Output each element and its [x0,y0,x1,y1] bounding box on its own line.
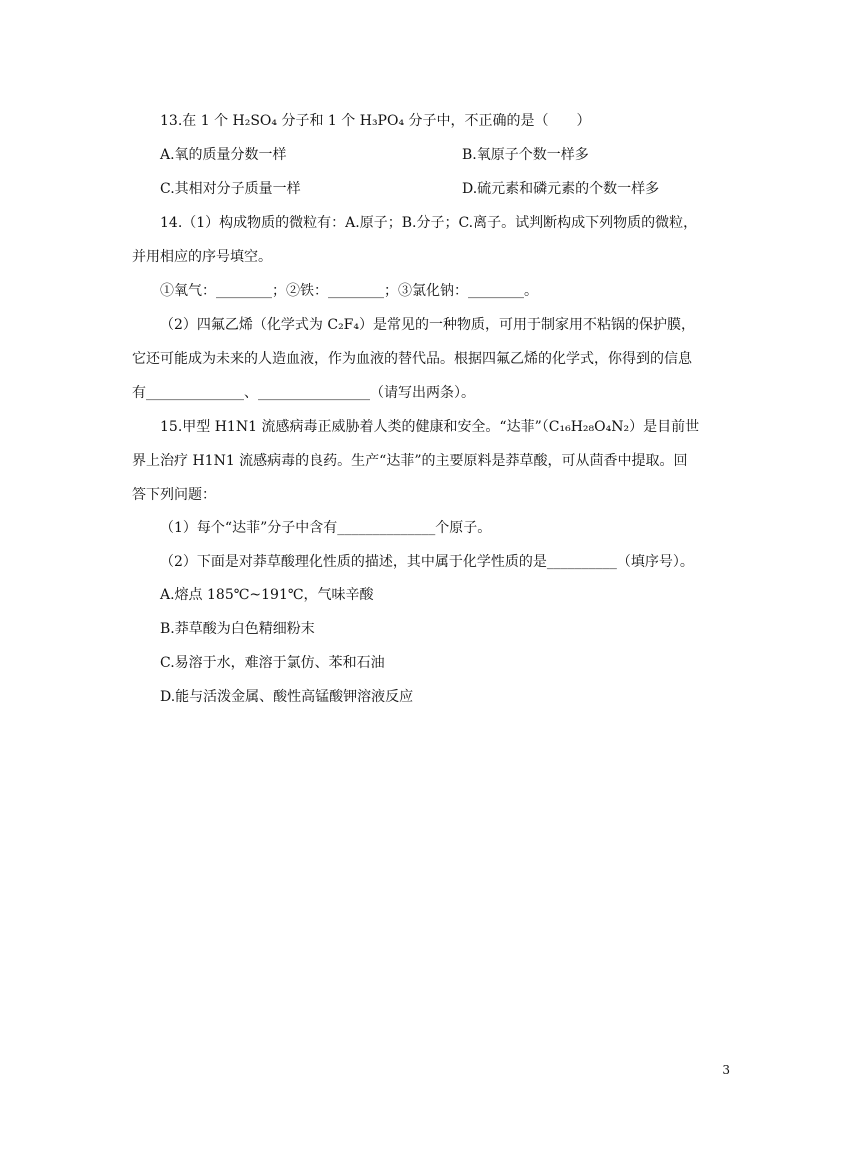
q14-part1-line1: 14.（1）构成物质的微粒有：A.原子；B.分子；C.离子。试判断构成下列物质的微粒， [160,215,698,231]
q13-stem: 13.在 1 个 H₂SO₄ 分子和 1 个 H₃PO₄ 分子中，不正确的是（ ） [160,113,591,129]
q15-line3: 答下列问题： [132,487,216,503]
q15-option-b: B.莽草酸为白色精细粉末 [160,621,315,637]
q14-part1-blanks: ①氧气：________；②铁：________；③氯化钠：________。 [160,283,538,299]
q13-option-b: B.氧原子个数一样多 [462,147,589,163]
q15-sub2: （2）下面是对莽草酸理化性质的描述，其中属于化学性质的是__________（填序号）。 [160,554,694,570]
q13-option-a: A.氧的质量分数一样 [160,147,287,163]
q14-part2-line1: （2）四氟乙烯（化学式为 C₂F₄）是常见的一种物质，可用于制家用不粘锅的保护膜， [160,317,696,333]
q14-part2-line3: 有______________、________________（请写出两条）。 [132,385,475,401]
q15-option-d: D.能与活泼金属、酸性高锰酸钾溶液反应 [160,689,414,705]
q15-option-c: C.易溶于水，难溶于氯仿、苯和石油 [160,655,385,671]
q13-option-c: C.其相对分子质量一样 [160,181,301,197]
q15-line2: 界上治疗 H1N1 流感病毒的良药。生产“达菲”的主要原料是莽草酸，可从茴香中提取。回 [132,453,688,469]
q15-sub1: （1）每个“达菲”分子中含有______________个原子。 [160,520,492,536]
page-number: 3 [722,1063,730,1077]
q14-part1-line2: 并用相应的序号填空。 [132,249,272,265]
q15-option-a: A.熔点 185℃~191℃，气味辛酸 [160,587,374,603]
q15-line1: 15.甲型 H1N1 流感病毒正威胁着人类的健康和安全。“达菲”（C₁₆H₂₈O₄N₂）是目前世 [160,419,700,435]
q13-option-d: D.硫元素和磷元素的个数一样多 [462,181,660,197]
q14-part2-line2: 它还可能成为未来的人造血液，作为血液的替代品。根据四氟乙烯的化学式，你得到的信息 [132,351,692,367]
